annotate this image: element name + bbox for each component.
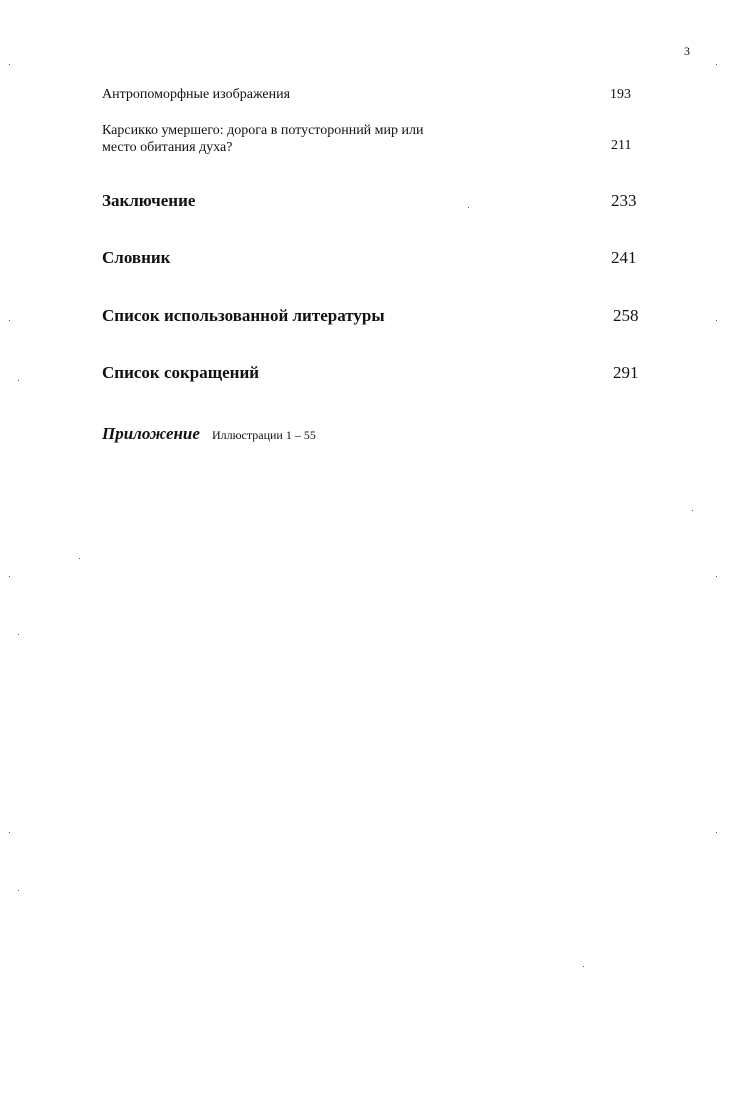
toc-entry-page: 193: [610, 87, 631, 102]
toc-entry-title: Заключение: [102, 191, 196, 210]
scan-speck: [583, 966, 584, 967]
appendix-title: Приложение: [102, 424, 200, 443]
toc-entry-title: Список использованной литературы: [102, 306, 385, 325]
toc-entry-page: 258: [613, 306, 639, 325]
scan-speck: [18, 380, 19, 381]
scan-speck: [716, 320, 717, 321]
scan-speck: [9, 320, 10, 321]
scan-speck: [692, 510, 693, 511]
scan-speck: [468, 207, 469, 208]
toc-entry-page: 233: [611, 191, 637, 210]
toc-entry-title: Словник: [102, 248, 171, 267]
scan-speck: [9, 576, 10, 577]
scan-speck: [18, 634, 19, 635]
toc-entry-page: 211: [611, 138, 632, 153]
appendix-note: Иллюстрации 1 – 55: [211, 428, 316, 442]
scan-speck: [716, 832, 717, 833]
scan-speck: [9, 64, 10, 65]
scan-speck: [716, 64, 717, 65]
toc-entry-title-line-2: место обитания духа?: [102, 140, 233, 155]
scan-speck: [18, 890, 19, 891]
toc-entry-title: Антропоморфные изображения: [102, 87, 291, 102]
scan-speck: [9, 832, 10, 833]
toc-entry-page: 241: [611, 248, 637, 267]
scan-speck: [716, 576, 717, 577]
toc-entry-appendix: [102, 424, 316, 444]
page-number: 3: [684, 44, 690, 58]
toc-entry-title: Список сокращений: [102, 363, 260, 382]
toc-entry-page: 291: [613, 363, 639, 382]
toc-entry-title-line-1: Карсикко умершего: дорога в потусторонний мир или: [102, 123, 424, 138]
scan-speck: [79, 558, 80, 559]
